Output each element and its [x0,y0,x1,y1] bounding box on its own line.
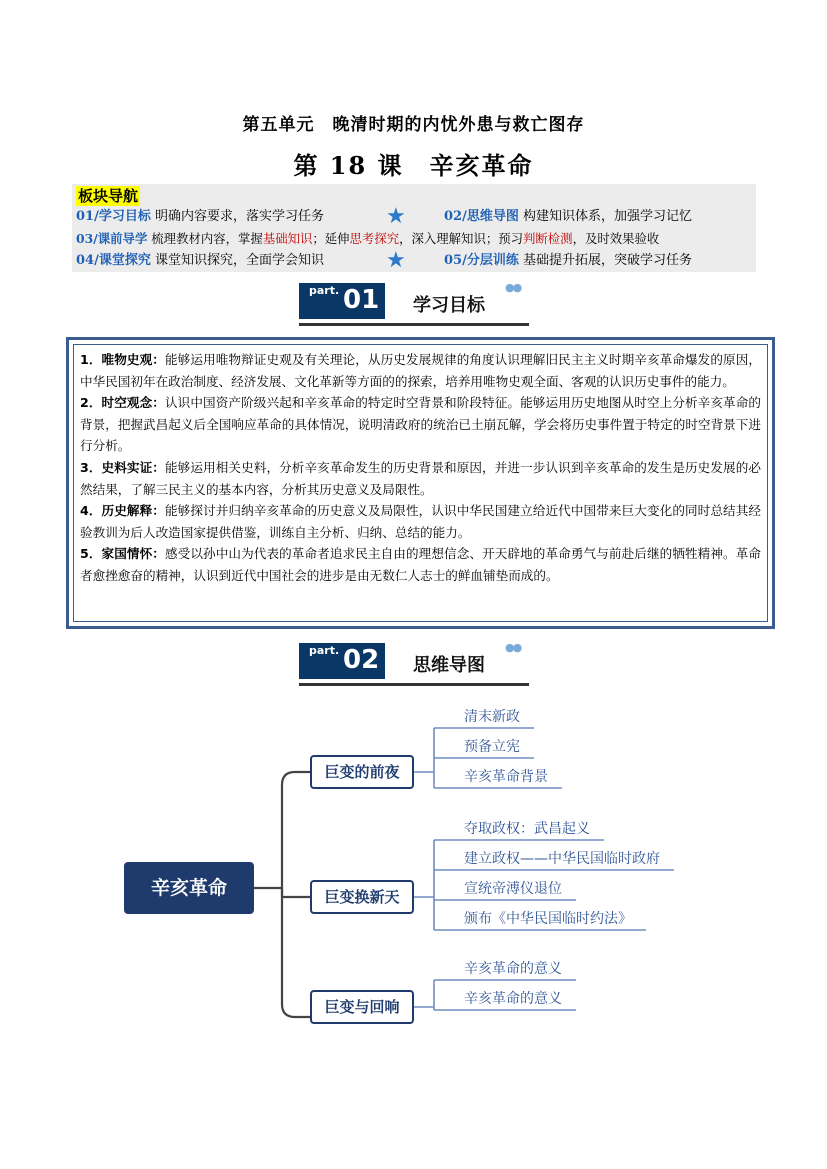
part-tag [299,643,385,679]
objective-text: 能够探讨并归纳辛亥革命的历史意义及局限性，认识中华民国建立给近代中国带来巨大变化的同时总结其经验教训为后人改造国家提供借鉴，训练自主分析、归纳、总结的能力。 [80,503,762,540]
branch-new-world: 巨变换新天 [310,880,414,914]
nav-desc: ，深入理解知识；预习 [399,231,524,246]
mind-map-leaf: 夺取政权：武昌起义 [464,821,590,837]
objective-text: 认识中国资产阶级兴起和辛亥革命的特定时空背景和阶段特征。能够运用历史地图从时空上分析辛亥革命的背景，把握武昌起义后全国响应革命的具体情况，说明清政府的统治已土崩瓦解，学会将历史事件置于特定的时空背景下进行分析。 [80,395,762,454]
part-01-header [299,283,529,329]
nav-row-2 [76,229,659,249]
nav-link-layered-training[interactable]: 05/分层训练 [444,253,519,268]
nav-desc: 明确内容要求，落实学习任务 [150,209,324,224]
mind-map-leaf: 颁布《中华民国临时约法》 [464,911,632,927]
part-label: 思维导图 [413,655,485,676]
branch-eve-of-change: 巨变的前夜 [310,755,414,789]
objective-heading: 2．时空观念： [80,395,165,411]
unit-title: 第五单元 晚清时期的内忧外患与救亡图存 [242,115,585,135]
nav-link-mind-map[interactable]: 02/思维导图 [444,209,519,224]
nav-desc: 课堂知识探究，全面学会知识 [150,253,324,268]
objectives-content [73,344,768,622]
objective-item [80,457,761,500]
objective-heading: 4．历史解释： [80,503,165,519]
nav-row-3-right [444,251,692,271]
mind-map-leaf: 辛亥革命的意义 [464,961,562,977]
objective-heading: 1．唯物史观： [80,352,165,367]
part-tag [299,283,385,319]
nav-desc: 梳理教材内容，掌握 [147,231,263,246]
objective-item [80,349,761,392]
mind-map-leaf: 预备立宪 [464,739,520,755]
part-tag-text: part. [309,284,340,297]
mind-map-leaf: 辛亥革命背景 [464,769,548,785]
navigation-heading: 板块导航 [78,187,139,205]
nav-desc: ；延伸 [312,231,350,246]
objective-heading: 3．史料实证： [80,459,165,475]
part-tag-text: part. [309,644,340,657]
objective-item [80,392,761,457]
objective-text: 感受以孙中山为代表的革命者追求民主自由的理想信念、开天辟地的革命勇气与前赴后继的牺牲精神。革命者愈挫愈奋的精神，认识到近代中国社会的进步是由无数仁人志士的鲜血铺垫而成的。 [80,546,762,583]
mind-map-root: 辛亥革命 [124,862,254,914]
mind-map-leaf: 清末新政 [464,709,520,725]
droplets-icon: ●● [505,281,521,294]
objective-item [80,500,761,543]
part-number: 02 [343,645,380,675]
nav-desc: 基础提升拓展，突破学习任务 [518,253,692,268]
nav-desc: 构建知识体系，加强学习记忆 [518,209,692,224]
part-number: 01 [343,285,380,315]
learning-objectives-box [66,337,775,629]
nav-link-pre-class[interactable]: 03/课前导学 [76,231,148,246]
objective-item [80,543,761,586]
objective-text: 能够运用相关史料，分析辛亥革命发生的历史背景和原因，并进一步认识到辛亥革命的发生是历史发展的必然结果，了解三民主义的基本内容，分析其历史意义及局限性。 [80,459,762,497]
mind-map-leaf: 建立政权——中华民国临时政府 [464,851,660,867]
objective-text: 能够运用唯物辩证史观及有关理论，从历史发展规律的角度认识理解旧民主主义时期辛亥革命爆发的原因，中华民国初年在政治制度、经济发展、文化革新等方面的的探索，培养用唯物史观全面、客观的认识历史事件的能力。 [80,352,762,389]
nav-highlight: 判断检测 [523,231,573,246]
nav-link-learning-goals[interactable]: 01/学习目标 [76,209,151,224]
nav-link-class-explore[interactable]: 04/课堂探究 [76,253,151,268]
part-02-header [299,643,529,689]
nav-row-1 [76,207,324,227]
star-icon: ★ [386,204,406,229]
branch-echo: 巨变与回响 [310,990,414,1024]
part-underline [299,683,529,686]
nav-desc: ，及时效果验收 [572,231,660,246]
nav-row-3 [76,251,324,271]
objective-heading: 5．家国情怀： [80,546,165,562]
mind-map-leaf: 宣统帝溥仪退位 [464,881,562,897]
star-icon: ★ [386,248,406,273]
lesson-title: 第 18 课 辛亥革命 [293,151,534,180]
part-label: 学习目标 [413,295,485,316]
mind-map-leaf: 辛亥革命的意义 [464,991,562,1007]
nav-row-1-right [444,207,692,227]
nav-highlight: 基础知识 [262,231,313,246]
part-underline [299,323,529,326]
nav-highlight: 思考探究 [349,231,400,246]
droplets-icon: ●● [505,641,521,654]
